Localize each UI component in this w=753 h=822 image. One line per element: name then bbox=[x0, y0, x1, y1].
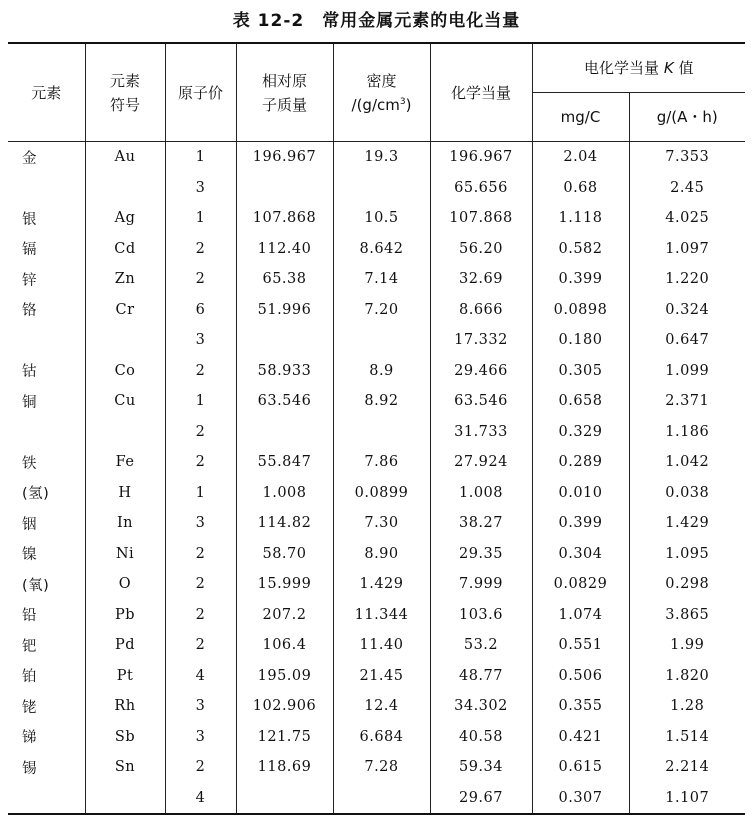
cell-valence: 2 bbox=[165, 752, 236, 783]
cell-density bbox=[333, 417, 430, 448]
cell-atomic-mass: 207.2 bbox=[236, 600, 333, 631]
cell-valence: 3 bbox=[165, 325, 236, 356]
cell-k-mg-per-c: 0.68 bbox=[532, 173, 629, 204]
cell-symbol: Sb bbox=[85, 722, 165, 753]
cell-valence: 1 bbox=[165, 386, 236, 417]
cell-density: 6.684 bbox=[333, 722, 430, 753]
cell-k-mg-per-c: 0.304 bbox=[532, 539, 629, 570]
cell-atomic-mass: 118.69 bbox=[236, 752, 333, 783]
cell-k-g-per-ah: 1.107 bbox=[629, 783, 745, 815]
cell-atomic-mass bbox=[236, 783, 333, 815]
cell-atomic-mass: 102.906 bbox=[236, 691, 333, 722]
cell-symbol bbox=[85, 417, 165, 448]
cell-k-mg-per-c: 0.0898 bbox=[532, 295, 629, 326]
cell-k-g-per-ah: 1.220 bbox=[629, 264, 745, 295]
header-unit-g-per-ah: g/(A・h) bbox=[629, 93, 745, 142]
cell-k-mg-per-c: 0.0829 bbox=[532, 569, 629, 600]
cell-density: 8.9 bbox=[333, 356, 430, 387]
cell-valence: 1 bbox=[165, 478, 236, 509]
cell-chemical-equivalent: 31.733 bbox=[430, 417, 532, 448]
cell-k-g-per-ah: 1.042 bbox=[629, 447, 745, 478]
cell-chemical-equivalent: 1.008 bbox=[430, 478, 532, 509]
cell-element: 铬 bbox=[22, 303, 37, 320]
cell-k-g-per-ah: 1.099 bbox=[629, 356, 745, 387]
cell-density: 7.86 bbox=[333, 447, 430, 478]
cell-density bbox=[333, 173, 430, 204]
cell-k-mg-per-c: 0.658 bbox=[532, 386, 629, 417]
table-row bbox=[8, 447, 745, 478]
cell-density: 19.3 bbox=[333, 142, 430, 173]
table-number: 表 12-2 bbox=[232, 11, 305, 31]
cell-symbol: Pd bbox=[85, 630, 165, 661]
table-row bbox=[8, 356, 745, 387]
cell-chemical-equivalent: 8.666 bbox=[430, 295, 532, 326]
cell-atomic-mass: 63.546 bbox=[236, 386, 333, 417]
cell-density: 0.0899 bbox=[333, 478, 430, 509]
cell-chemical-equivalent: 38.27 bbox=[430, 508, 532, 539]
cell-k-g-per-ah: 2.214 bbox=[629, 752, 745, 783]
cell-valence: 3 bbox=[165, 691, 236, 722]
table-row bbox=[8, 386, 745, 417]
cell-element: 镍 bbox=[22, 547, 37, 564]
cell-symbol: Cd bbox=[85, 234, 165, 265]
header-atomic-mass: 相对原 子质量 bbox=[236, 43, 333, 142]
table-row bbox=[8, 508, 745, 539]
cell-element: 铂 bbox=[22, 669, 37, 686]
cell-k-mg-per-c: 1.118 bbox=[532, 203, 629, 234]
cell-k-g-per-ah: 1.514 bbox=[629, 722, 745, 753]
cell-k-g-per-ah: 4.025 bbox=[629, 203, 745, 234]
cell-valence: 2 bbox=[165, 630, 236, 661]
cell-k-g-per-ah: 1.097 bbox=[629, 234, 745, 265]
table-row bbox=[8, 203, 745, 234]
cell-element: 钯 bbox=[22, 638, 37, 655]
cell-element: 锑 bbox=[22, 730, 37, 747]
cell-atomic-mass: 121.75 bbox=[236, 722, 333, 753]
table-row bbox=[8, 783, 745, 815]
cell-k-mg-per-c: 0.355 bbox=[532, 691, 629, 722]
cell-chemical-equivalent: 63.546 bbox=[430, 386, 532, 417]
table-row bbox=[8, 691, 745, 722]
cell-element: 铑 bbox=[22, 699, 37, 716]
cell-density: 7.30 bbox=[333, 508, 430, 539]
cell-atomic-mass: 114.82 bbox=[236, 508, 333, 539]
cell-k-mg-per-c: 0.289 bbox=[532, 447, 629, 478]
cell-atomic-mass: 58.70 bbox=[236, 539, 333, 570]
cell-element bbox=[8, 783, 85, 815]
cell-k-g-per-ah: 0.038 bbox=[629, 478, 745, 509]
header-symbol: 元素 符号 bbox=[85, 43, 165, 142]
cell-k-g-per-ah: 0.647 bbox=[629, 325, 745, 356]
cell-k-g-per-ah: 1.429 bbox=[629, 508, 745, 539]
header-unit-mg-per-c: mg/C bbox=[532, 93, 629, 142]
cell-element: 锌 bbox=[22, 272, 37, 289]
cell-k-g-per-ah: 3.865 bbox=[629, 600, 745, 631]
cell-chemical-equivalent: 107.868 bbox=[430, 203, 532, 234]
cell-valence: 3 bbox=[165, 722, 236, 753]
cell-element: 银 bbox=[22, 211, 37, 228]
table-row bbox=[8, 600, 745, 631]
cell-chemical-equivalent: 48.77 bbox=[430, 661, 532, 692]
cell-atomic-mass: 55.847 bbox=[236, 447, 333, 478]
cell-valence: 3 bbox=[165, 173, 236, 204]
cell-symbol: Cr bbox=[85, 295, 165, 326]
cell-atomic-mass bbox=[236, 173, 333, 204]
cell-k-mg-per-c: 0.305 bbox=[532, 356, 629, 387]
cell-atomic-mass: 1.008 bbox=[236, 478, 333, 509]
cell-k-g-per-ah: 2.45 bbox=[629, 173, 745, 204]
table-row bbox=[8, 478, 745, 509]
header-chemical-equivalent: 化学当量 bbox=[430, 43, 532, 142]
cell-density: 7.14 bbox=[333, 264, 430, 295]
cell-chemical-equivalent: 29.67 bbox=[430, 783, 532, 815]
cell-atomic-mass: 107.868 bbox=[236, 203, 333, 234]
cell-valence: 4 bbox=[165, 661, 236, 692]
cell-k-mg-per-c: 0.010 bbox=[532, 478, 629, 509]
cell-chemical-equivalent: 29.466 bbox=[430, 356, 532, 387]
cell-symbol bbox=[85, 173, 165, 204]
cell-atomic-mass bbox=[236, 325, 333, 356]
cell-atomic-mass: 51.996 bbox=[236, 295, 333, 326]
cell-symbol: Au bbox=[85, 142, 165, 173]
table-row bbox=[8, 295, 745, 326]
cell-element: 铅 bbox=[22, 608, 37, 625]
cell-atomic-mass bbox=[236, 417, 333, 448]
cell-symbol: Ag bbox=[85, 203, 165, 234]
cell-k-mg-per-c: 0.399 bbox=[532, 264, 629, 295]
cell-element: 铜 bbox=[22, 394, 37, 411]
cell-valence: 2 bbox=[165, 417, 236, 448]
cell-k-g-per-ah: 1.28 bbox=[629, 691, 745, 722]
cell-density bbox=[333, 783, 430, 815]
cell-density: 8.90 bbox=[333, 539, 430, 570]
cell-valence: 3 bbox=[165, 508, 236, 539]
cell-valence: 2 bbox=[165, 447, 236, 478]
table-row bbox=[8, 630, 745, 661]
cell-density: 11.40 bbox=[333, 630, 430, 661]
cell-symbol: H bbox=[85, 478, 165, 509]
cell-element: 钴 bbox=[22, 364, 37, 381]
cell-k-g-per-ah: 0.324 bbox=[629, 295, 745, 326]
table-title bbox=[0, 6, 753, 31]
cell-chemical-equivalent: 196.967 bbox=[430, 142, 532, 173]
cell-element: (氧) bbox=[22, 577, 50, 594]
cell-k-g-per-ah: 1.99 bbox=[629, 630, 745, 661]
cell-symbol: Pt bbox=[85, 661, 165, 692]
cell-k-g-per-ah: 7.353 bbox=[629, 142, 745, 173]
cell-k-mg-per-c: 2.04 bbox=[532, 142, 629, 173]
cell-k-g-per-ah: 1.820 bbox=[629, 661, 745, 692]
cell-chemical-equivalent: 17.332 bbox=[430, 325, 532, 356]
cell-symbol: Ni bbox=[85, 539, 165, 570]
cell-k-mg-per-c: 0.180 bbox=[532, 325, 629, 356]
cell-valence: 4 bbox=[165, 783, 236, 815]
cell-atomic-mass: 65.38 bbox=[236, 264, 333, 295]
cell-density: 11.344 bbox=[333, 600, 430, 631]
cell-k-mg-per-c: 1.074 bbox=[532, 600, 629, 631]
cell-chemical-equivalent: 7.999 bbox=[430, 569, 532, 600]
cell-atomic-mass: 15.999 bbox=[236, 569, 333, 600]
table-row bbox=[8, 539, 745, 570]
cell-valence: 2 bbox=[165, 539, 236, 570]
cell-k-g-per-ah: 2.371 bbox=[629, 386, 745, 417]
cell-chemical-equivalent: 32.69 bbox=[430, 264, 532, 295]
cell-element: 金 bbox=[22, 150, 37, 167]
cell-element bbox=[8, 173, 85, 204]
cell-symbol: In bbox=[85, 508, 165, 539]
cell-valence: 1 bbox=[165, 203, 236, 234]
cell-element bbox=[8, 325, 85, 356]
cell-chemical-equivalent: 27.924 bbox=[430, 447, 532, 478]
cell-valence: 2 bbox=[165, 569, 236, 600]
cell-element: 锡 bbox=[22, 760, 37, 777]
cell-density: 7.28 bbox=[333, 752, 430, 783]
cell-k-mg-per-c: 0.506 bbox=[532, 661, 629, 692]
cell-chemical-equivalent: 34.302 bbox=[430, 691, 532, 722]
cell-k-mg-per-c: 0.307 bbox=[532, 783, 629, 815]
cell-element: 铁 bbox=[22, 455, 37, 472]
cell-chemical-equivalent: 59.34 bbox=[430, 752, 532, 783]
table-row bbox=[8, 417, 745, 448]
cell-atomic-mass: 195.09 bbox=[236, 661, 333, 692]
cell-atomic-mass: 58.933 bbox=[236, 356, 333, 387]
table-row bbox=[8, 752, 745, 783]
cell-chemical-equivalent: 56.20 bbox=[430, 234, 532, 265]
cell-valence: 2 bbox=[165, 234, 236, 265]
cell-atomic-mass: 106.4 bbox=[236, 630, 333, 661]
cell-symbol: Pb bbox=[85, 600, 165, 631]
cell-density: 21.45 bbox=[333, 661, 430, 692]
cell-symbol: Cu bbox=[85, 386, 165, 417]
cell-k-g-per-ah: 0.298 bbox=[629, 569, 745, 600]
cell-k-mg-per-c: 0.421 bbox=[532, 722, 629, 753]
cell-density: 10.5 bbox=[333, 203, 430, 234]
table-caption: 常用金属元素的电化当量 bbox=[322, 11, 521, 31]
cell-k-mg-per-c: 0.582 bbox=[532, 234, 629, 265]
cell-valence: 2 bbox=[165, 264, 236, 295]
cell-symbol bbox=[85, 783, 165, 815]
cell-valence: 1 bbox=[165, 142, 236, 173]
cell-valence: 6 bbox=[165, 295, 236, 326]
cell-k-mg-per-c: 0.551 bbox=[532, 630, 629, 661]
cell-k-mg-per-c: 0.399 bbox=[532, 508, 629, 539]
table-row bbox=[8, 569, 745, 600]
cell-symbol: Co bbox=[85, 356, 165, 387]
cell-element: 铟 bbox=[22, 516, 37, 533]
cell-element: (氢) bbox=[22, 486, 50, 503]
cell-symbol: Fe bbox=[85, 447, 165, 478]
table-row bbox=[8, 325, 745, 356]
cell-symbol: Zn bbox=[85, 264, 165, 295]
cell-density: 1.429 bbox=[333, 569, 430, 600]
cell-density bbox=[333, 325, 430, 356]
table-row bbox=[8, 722, 745, 753]
cell-element bbox=[8, 417, 85, 448]
header-element: 元素 bbox=[8, 43, 85, 142]
header-valence: 原子价 bbox=[165, 43, 236, 142]
cell-valence: 2 bbox=[165, 600, 236, 631]
cell-density: 7.20 bbox=[333, 295, 430, 326]
cell-k-g-per-ah: 1.186 bbox=[629, 417, 745, 448]
cell-density: 8.92 bbox=[333, 386, 430, 417]
table-row bbox=[8, 173, 745, 204]
table-row bbox=[8, 264, 745, 295]
cell-atomic-mass: 196.967 bbox=[236, 142, 333, 173]
cell-chemical-equivalent: 40.58 bbox=[430, 722, 532, 753]
cell-chemical-equivalent: 103.6 bbox=[430, 600, 532, 631]
table-row bbox=[8, 142, 745, 173]
cell-chemical-equivalent: 65.656 bbox=[430, 173, 532, 204]
table-row bbox=[8, 234, 745, 265]
cell-density: 12.4 bbox=[333, 691, 430, 722]
cell-density: 8.642 bbox=[333, 234, 430, 265]
cell-k-mg-per-c: 0.329 bbox=[532, 417, 629, 448]
cell-symbol: O bbox=[85, 569, 165, 600]
header-density: 密度 $/(g/cm^3)$ bbox=[333, 43, 430, 142]
cell-chemical-equivalent: 53.2 bbox=[430, 630, 532, 661]
cell-k-mg-per-c: 0.615 bbox=[532, 752, 629, 783]
cell-k-g-per-ah: 1.095 bbox=[629, 539, 745, 570]
cell-symbol bbox=[85, 325, 165, 356]
cell-chemical-equivalent: 29.35 bbox=[430, 539, 532, 570]
table-row bbox=[8, 661, 745, 692]
header-k-value: 电化学当量 K 值 bbox=[532, 43, 745, 93]
cell-symbol: Rh bbox=[85, 691, 165, 722]
electrochemical-equivalent-table bbox=[8, 42, 745, 815]
cell-valence: 2 bbox=[165, 356, 236, 387]
cell-element: 镉 bbox=[22, 242, 37, 259]
cell-symbol: Sn bbox=[85, 752, 165, 783]
cell-atomic-mass: 112.40 bbox=[236, 234, 333, 265]
